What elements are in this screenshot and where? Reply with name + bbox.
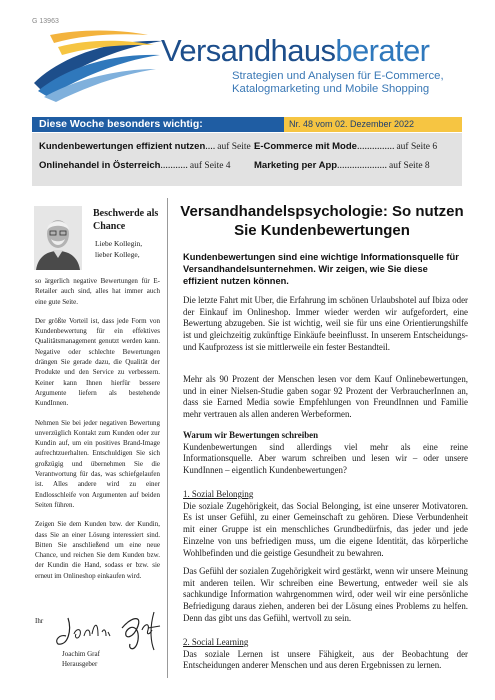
sidebar-heading-text: Beschwerde als Chance <box>93 208 159 232</box>
column-divider <box>167 198 168 678</box>
section-heading: 2. Social Learning <box>183 637 249 647</box>
toc-item[interactable] <box>39 141 258 153</box>
toc-item-page: auf Seite 6 <box>396 142 438 152</box>
editorial-paragraph: Nehmen Sie bei jeder negativen Bewertung unverzüglich Kontakt zum Kunden oder zur Kundin auf, um ein positives Brand-Image aufrechtzuerhalten. Entschuldigen Sie sich großzügig und übernehmen Sie die Verantwortung für das, was schiefgelaufen ist. Alles andere wird zu einer Endlosschleife von Argumenten auf beiden Seiten führen. <box>35 418 160 509</box>
article-paragraph: Das Gefühl der sozialen Zugehörigkeit wird gestärkt, wenn wir unsere Meinung mit anderen teilen. Wir schreiben eine Bewertung, entweder weil sie als sachkundige Information wahrgenommen wird, oder weil wir eine persönliche Befriedigung daraus ziehen, anderen bei der Lösung eines Problems zu helfen. Denn das gibt uns das Gefühl, wertvoll zu sein. <box>183 566 468 623</box>
toc-item[interactable] <box>254 141 437 153</box>
logo-swoosh-icon <box>28 25 163 105</box>
toc-item-dots: ............... <box>356 141 395 152</box>
section-heading: 1. Sozial Belonging <box>183 489 254 499</box>
toc-item-title: Kundenbewertungen effizient nutzen <box>39 141 206 152</box>
toc-item-title: Onlinehandel in Österreich <box>39 160 161 171</box>
toc-item-dots: .... <box>205 141 216 152</box>
toc-item-title: Marketing per App <box>254 160 338 171</box>
editorial-paragraph: Der größte Vorteil ist, dass jede Form von Kundenbewertung für ein effektives Qualitätsmanagement genutzt werden kann. Negative oder schlechte Bewertungen drängen Sie gerade dazu, die Qualität der Produkte und den Service zu verbessern. Keiner kann Ihnen hierfür bessere Argumente liefern als bestehende KundInnen. <box>35 316 160 408</box>
sidebar-heading <box>93 207 165 233</box>
closing-word: Ihr <box>35 617 44 625</box>
editorial-paragraph: so ärgerlich negative Bewertungen für E-Retailer auch sind, alles hat immer auch eine gute Seite. <box>35 277 160 306</box>
editorial-text <box>35 276 160 590</box>
article-section <box>183 637 468 672</box>
tagline-2: Katalogmarketing und Mobile Shopping <box>232 83 430 95</box>
article-section <box>183 489 468 559</box>
brand-part-2: berater <box>335 33 430 68</box>
article-paragraph: Mehr als 90 Prozent der Menschen lesen vor dem Kauf Onlinebewertungen, und in einer Nielsen-Studie gaben sogar 92 Prozent der VerbraucherInnen an, dass sie Earned Media sowie Empfehlungen von FreundInnen und Familie mehr vertrauen als allen anderen Werbeformen. <box>183 374 468 420</box>
article-paragraph: Die letzte Fahrt mit Uber, die Erfahrung im schönen Urlaubshotel auf Ibiza oder der Einkauf im Onlineshop. Immer wieder werden wir aufgefordert, eine Bewertung abzugeben. Sie ist wichtig, weil sie für uns eine Orientierungshilfe ist und gleichzeitig zukünftige Einkäufe beeinflusst. In unserem Entscheidungs- und Kaufprozess ist sie mittlerweile ein fester Bestandteil. <box>183 295 468 352</box>
article-paragraph: Kundenbewertungen sind allerdings viel mehr als eine reine Informationsquelle. Aber warum schreiben und lesen wir – oder unsere KundInnen – eigentlich Kundenbewertungen? <box>183 441 468 476</box>
article-section <box>183 430 468 477</box>
toc-item-page: auf Seite 8 <box>389 161 430 171</box>
toc-item-page: auf Seite 1 <box>217 142 258 152</box>
editorial-paragraph: Zeigen Sie dem Kunden bzw. der Kundin, dass Sie an einer Lösung interessiert sind. Bitten Sie anschließend um eine neue Chance, und reichen Sie dem Kunden bzw. der Kundin die Hand, sodass er bzw. sie erneut im Onlineshop einkaufen wird. <box>35 520 160 580</box>
article-paragraph: Das soziale Lernen ist unsere Fähigkeit, aus der Beobachtung der Entscheidungen anderer Menschen und aus deren Ergebnissen zu lernen. <box>183 648 468 671</box>
sidebar-greeting <box>95 239 142 260</box>
brand-logo <box>161 34 429 68</box>
editor-portrait-icon <box>34 206 82 270</box>
greeting-line-2: lieber Kollege, <box>95 249 140 259</box>
toc-item-title: E-Commerce mit Mode <box>254 141 357 152</box>
editor-role: Herausgeber <box>62 660 98 668</box>
brand-part-1: Versandhaus <box>161 33 336 68</box>
signature-name <box>62 649 100 669</box>
greeting-line-1: Liebe Kollegin, <box>95 239 143 248</box>
section-heading: Warum wir Bewertungen schreiben <box>183 430 319 440</box>
article-paragraph: Die soziale Zugehörigkeit, das Social Belonging, ist eine unserer Motivatoren. Es ist unser Gefühl, zu einer Gemeinschaft zu gehören. Diese Verbundenheit mit einer Gruppe ist ein menschliches Grundbedürfnis, das jeder und jede Einzelne von uns befriedigen muss, um die eigene Identität, das körperliche Wohlbefinden und die geistige Gesundheit zu bewahren. <box>183 500 468 558</box>
issue-date: Nr. 48 vom 02. Dezember 2022 <box>284 117 462 132</box>
editor-name: Joachim Graf <box>62 650 100 658</box>
tagline-1: Strategien und Analysen für E-Commerce, <box>232 70 444 82</box>
toc-item-dots: ........... <box>160 160 188 171</box>
toc-item[interactable] <box>39 160 231 172</box>
highlights-bar <box>32 117 462 132</box>
handwritten-signature <box>54 600 162 655</box>
toc-item-page: auf Seite 4 <box>189 161 231 171</box>
table-of-contents <box>32 133 462 186</box>
highlights-label: Diese Woche besonders wichtig: <box>39 118 203 130</box>
publication-code: G 13963 <box>32 18 59 25</box>
toc-item[interactable] <box>254 160 430 172</box>
toc-item-dots: .................... <box>337 160 388 171</box>
article-title: Versandhandelspsychologie: So nutzen Sie Kundenbewertungen <box>180 203 464 239</box>
article-lead: Kundenbewertungen sind eine wichtige Informationsquelle für Versandhandelsunternehmen. Wir zeigen, wie Sie diese effizient nutzen können. <box>183 252 459 286</box>
